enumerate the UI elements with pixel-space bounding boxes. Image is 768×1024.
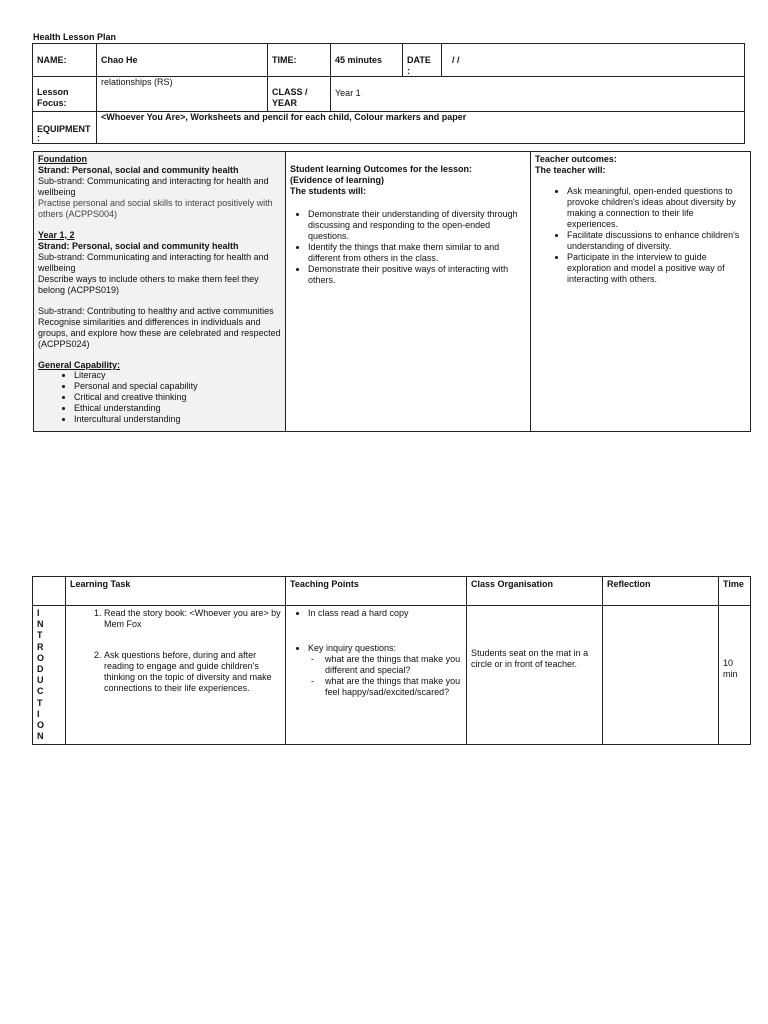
- capability-item: • Ethical understanding: [74, 403, 281, 414]
- teaching-point-item: [308, 643, 462, 698]
- phase-label-introduction: [33, 606, 66, 745]
- phase-letter: D: [37, 664, 44, 675]
- capability-heading: General Capability:: [38, 359, 121, 370]
- capability-item: • Personal and special capability: [74, 381, 281, 392]
- phase-letter: I: [37, 608, 40, 618]
- year-substrand: Sub-strand: Communicating and interacting for health and wellbeing: [38, 251, 269, 273]
- phase-letter: O: [37, 720, 45, 731]
- class-label: [268, 77, 331, 112]
- teaching-point-text: Key inquiry questions:: [308, 642, 397, 653]
- teaching-points-list: [290, 608, 462, 698]
- equipment-label-text: EQUIPMENT: [37, 123, 91, 134]
- equipment-value: <Whoever You Are>, Worksheets and pencil for each child, Colour markers and paper: [97, 111, 745, 143]
- teacher-outcome-item: • Facilitate discussions to enhance children's understanding of diversity.: [567, 230, 746, 252]
- capability-list: [38, 370, 281, 425]
- student-outcomes-heading-2: (Evidence of learning): [290, 174, 385, 185]
- student-outcome-item: • Identify the things that make them similar to and different from others in the class.: [308, 242, 526, 264]
- phase-letter: R: [37, 641, 44, 652]
- equipment-label: [33, 111, 97, 143]
- foundation-strand: Strand: Personal, social and community health: [38, 164, 239, 175]
- teacher-outcome-item: • Ask meaningful, open-ended questions to provoke children's ideas about diversity by making a connection to their life experiences.: [567, 186, 746, 230]
- inquiry-question: - what are the things that make you different and special?: [308, 654, 462, 676]
- phase-letter: N: [37, 731, 44, 742]
- class-value: Year 1: [331, 77, 745, 112]
- learning-task-list: [70, 608, 281, 694]
- student-outcome-item: • Demonstrate their understanding of diversity through discussing and responding to the open-ended questions.: [308, 209, 526, 242]
- class-organisation-cell: [467, 606, 603, 745]
- phase-header: [33, 577, 66, 606]
- student-outcomes-heading-1: Student learning Outcomes for the lesson:: [290, 164, 473, 174]
- year-heading: Year 1, 2: [38, 229, 75, 240]
- teaching-points-cell: [286, 606, 467, 745]
- learning-task-item: 1. Read the story book: <Whoever you are> by Mem Fox: [104, 608, 281, 630]
- class-label-line-2: YEAR: [272, 97, 298, 108]
- phase-letter: O: [37, 652, 45, 663]
- teacher-outcomes-heading-2: The teacher will:: [535, 164, 606, 175]
- equipment-colon: :: [37, 132, 40, 143]
- teacher-outcome-item: • Participate in the interview to guide exploration and model a positive way of interacting with others.: [567, 252, 746, 285]
- student-outcomes-column: [286, 152, 531, 432]
- class-organisation-text: Students seat on the mat in a circle or in front of teacher.: [471, 648, 589, 669]
- column-header-time: Time: [719, 577, 751, 606]
- teaching-point-item: • In class read a hard copy: [308, 608, 462, 619]
- capability-item: • Intercultural understanding: [74, 414, 281, 425]
- learning-task-cell: [66, 606, 286, 745]
- capability-item: • Critical and creative thinking: [74, 392, 281, 403]
- focus-value: relationships (RS): [97, 77, 268, 112]
- phase-letter: T: [37, 697, 43, 708]
- phase-letter: U: [37, 675, 44, 686]
- column-header-class-organisation: Class Organisation: [467, 577, 603, 606]
- student-outcome-item: • Demonstrate their positive ways of interacting with others.: [308, 264, 526, 286]
- student-outcomes-list: [290, 209, 526, 286]
- name-value: Chao He: [97, 44, 268, 77]
- phase-letter: N: [37, 619, 44, 630]
- class-label-line-1: CLASS /: [272, 87, 308, 97]
- curriculum-column: [34, 152, 286, 432]
- capability-item: • Literacy: [74, 370, 281, 381]
- time-cell: [719, 606, 751, 745]
- date-colon: :: [407, 66, 410, 77]
- date-value: / /: [442, 44, 745, 77]
- column-header-learning-task: Learning Task: [66, 577, 286, 606]
- outcomes-table: [33, 151, 751, 432]
- learning-task-item: 2. Ask questions before, during and after reading to engage and guide children's thinking on the topic of diversity and make connections to their life experiences.: [104, 650, 281, 694]
- lesson-table: [32, 576, 751, 745]
- teacher-outcomes-heading-1: Teacher outcomes:: [535, 154, 617, 164]
- teacher-outcomes-column: [531, 152, 751, 432]
- year-description-2: Recognise similarities and differences in individuals and groups, and explore how these are celebrated and respected (ACPPS024): [38, 316, 281, 349]
- phase-letter: C: [37, 686, 44, 697]
- inquiry-question: - what are the things that make you feel happy/sad/excited/scared?: [308, 676, 462, 698]
- focus-label: [33, 77, 97, 112]
- focus-label-line-1: Lesson: [37, 87, 69, 97]
- year-strand: Strand: Personal, social and community health: [38, 240, 239, 251]
- page-title: Health Lesson Plan: [33, 32, 117, 42]
- year-substrand-2: Sub-strand: Contributing to healthy and active communities: [38, 305, 274, 316]
- column-header-teaching-points: Teaching Points: [286, 577, 467, 606]
- phase-letter: I: [37, 708, 40, 719]
- foundation-substrand: Sub-strand: Communicating and interacting for health and wellbeing: [38, 175, 269, 197]
- inquiry-questions-list: [308, 654, 462, 698]
- phase-letter: T: [37, 630, 43, 641]
- column-header-reflection: Reflection: [603, 577, 719, 606]
- time-value: 45 minutes: [331, 44, 403, 77]
- foundation-description: Practise personal and social skills to interact positively with others (ACPPS004): [38, 197, 273, 219]
- reflection-cell: [603, 606, 719, 745]
- focus-label-line-2: Focus:: [37, 97, 67, 108]
- header-table: [32, 43, 745, 144]
- date-label-cell: [403, 44, 442, 77]
- student-outcomes-heading-3: The students will:: [290, 185, 367, 196]
- year-description: Describe ways to include others to make them feel they belong (ACPPS019): [38, 273, 259, 295]
- time-value: 10 min: [723, 658, 738, 679]
- time-label: TIME:: [268, 44, 331, 77]
- date-label: DATE: [407, 54, 431, 65]
- foundation-heading: Foundation: [38, 154, 87, 164]
- teacher-outcomes-list: [535, 186, 746, 285]
- name-label: NAME:: [33, 44, 97, 77]
